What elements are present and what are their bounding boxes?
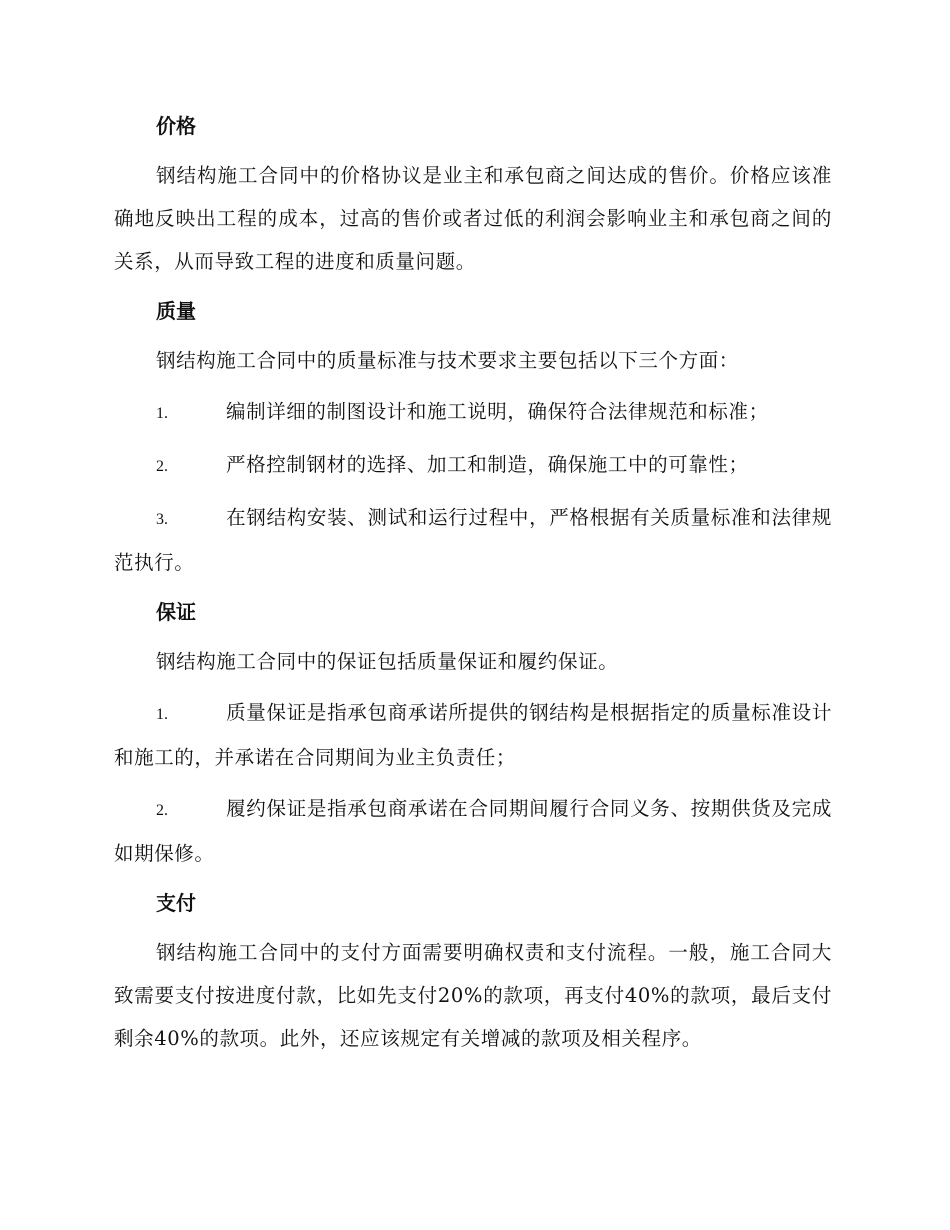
section-heading-payment: 支付 — [156, 891, 196, 915]
guarantee-intro: 钢结构施工合同中的保证包括质量保证和履约保证。 — [156, 650, 619, 673]
quality-intro: 钢结构施工合同中的质量标准与技术要求主要包括以下三个方面： — [156, 349, 739, 372]
price-paragraph: 钢结构施工合同中的价格协议是业主和承包商之间达成的售价。价格应该准确地反映出工程的成本，过高的售价或者过低的利润会影响业主和承包商之间的关系，从而导致工程的进度和质量问题。 — [114, 164, 832, 273]
section-heading-guarantee: 保证 — [156, 600, 196, 624]
list-item — [114, 496, 832, 584]
list-item-number: 3. — [156, 511, 168, 528]
list-item-text: 严格控制钢材的选择、加工和制造，确保施工中的可靠性； — [226, 453, 749, 476]
list-item-text: 履约保证是指承包商承诺在合同期间履行合同义务、按期供货及完成如期保修。 — [114, 797, 832, 865]
list-item-number: 2. — [156, 802, 168, 819]
list-item — [114, 787, 832, 875]
list-item-text: 编制详细的制图设计和施工说明，确保符合法律规范和标准； — [226, 400, 769, 423]
list-item-number: 2. — [156, 458, 168, 475]
list-item-number: 1. — [156, 405, 168, 422]
list-item — [114, 443, 832, 488]
list-item-text: 在钢结构安装、测试和运行过程中，严格根据有关质量标准和法律规范执行。 — [114, 506, 832, 574]
list-item-text: 质量保证是指承包商承诺所提供的钢结构是根据指定的质量标准设计和施工的，并承诺在合同期间为业主负责任； — [114, 701, 832, 769]
list-item — [114, 390, 832, 435]
section-heading-quality: 质量 — [156, 299, 196, 323]
list-item-number: 1. — [156, 706, 168, 723]
section-heading-price: 价格 — [156, 114, 196, 138]
payment-paragraph: 钢结构施工合同中的支付方面需要明确权责和支付流程。一般，施工合同大致需要支付按进度付款，比如先支付20%的款项，再支付40%的款项，最后支付剩余40%的款项。此外，还应该规定有关增减的款项及相关程序。 — [114, 941, 832, 1050]
list-item — [114, 691, 832, 779]
